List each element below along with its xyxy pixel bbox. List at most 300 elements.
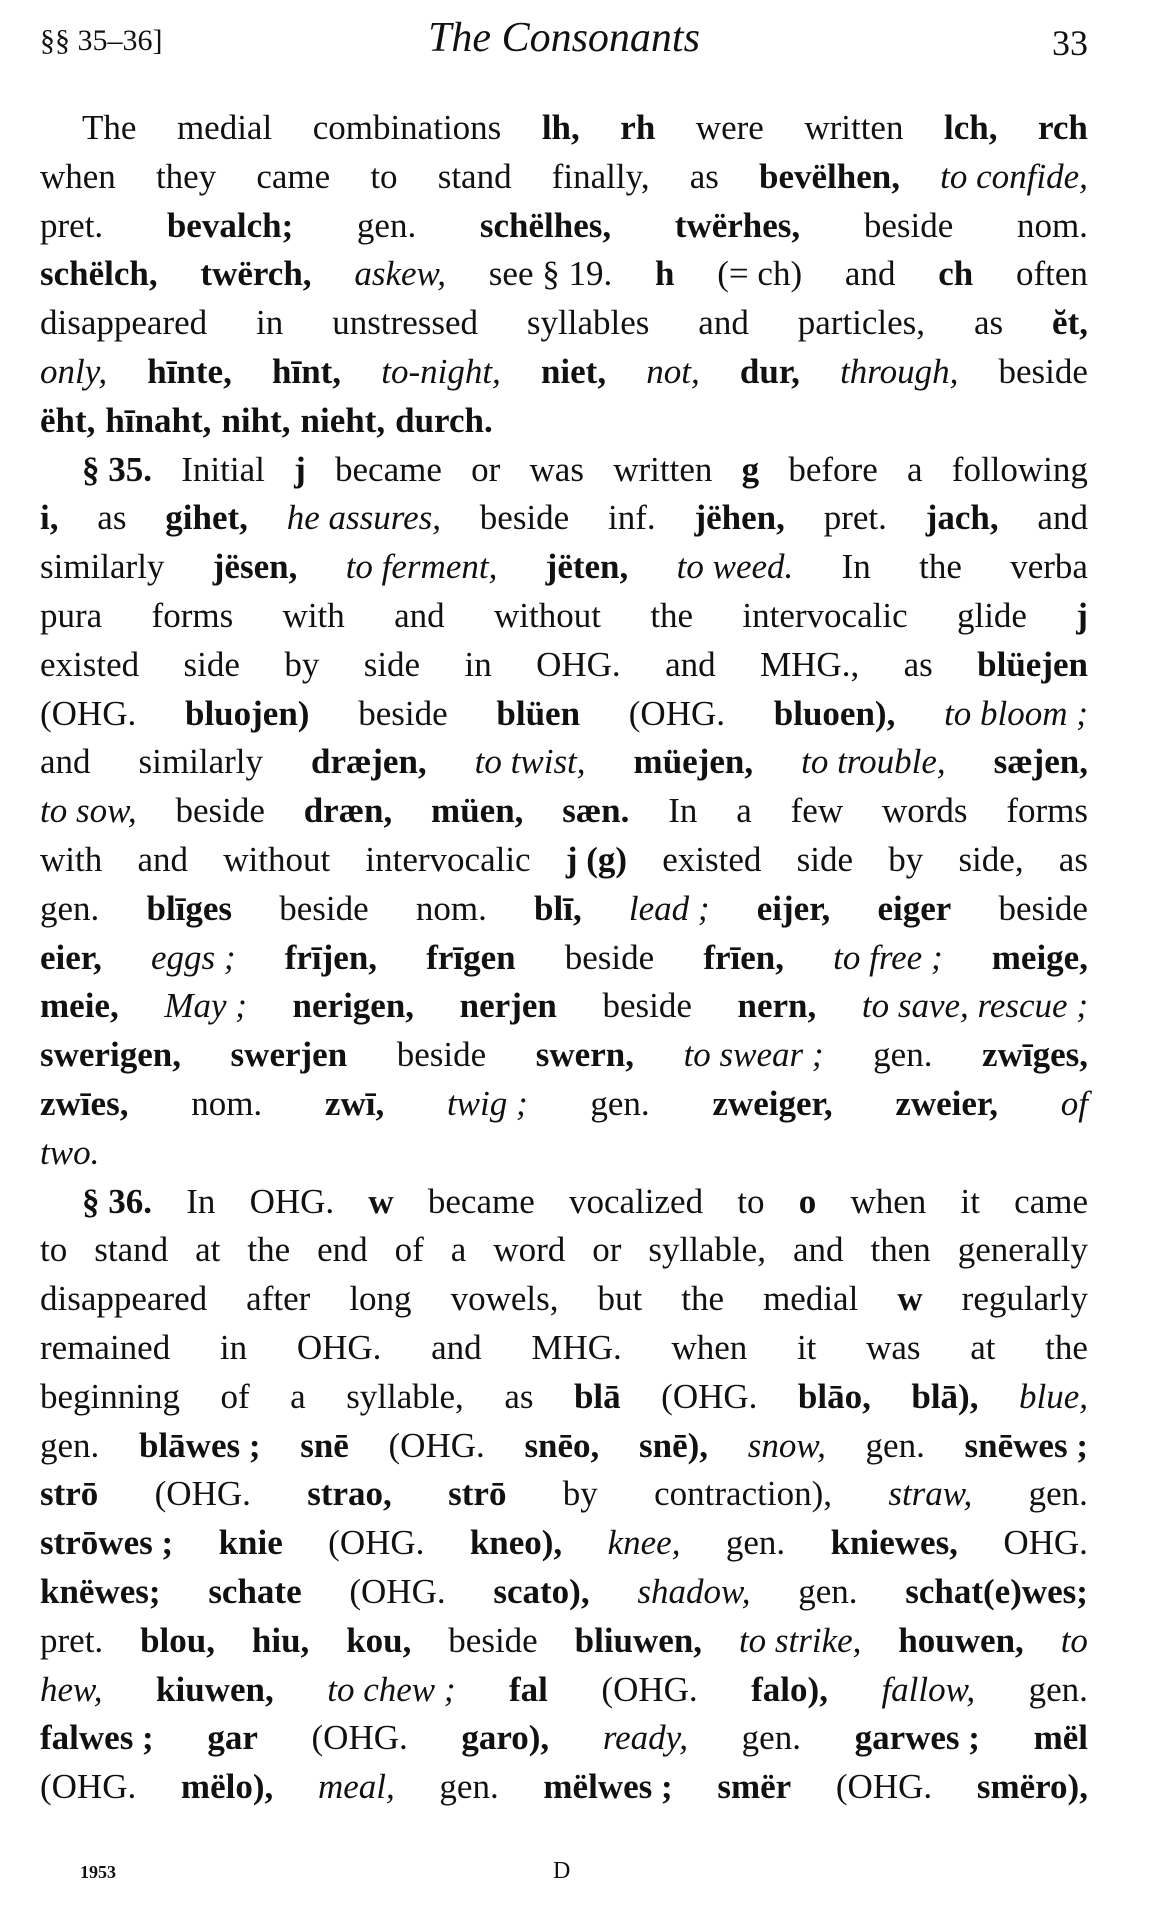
word: (OHG.	[601, 1669, 698, 1709]
text-line	[40, 446, 1088, 495]
bold-term: zwīes,	[40, 1083, 129, 1123]
word: or	[592, 1230, 622, 1270]
bold-term: ch	[938, 254, 974, 294]
word: by	[284, 644, 320, 684]
word: and	[665, 644, 716, 684]
word: intervocalic	[365, 839, 531, 879]
word: the	[681, 1279, 725, 1319]
word: when	[40, 156, 116, 196]
text-line	[40, 885, 1088, 934]
bold-term: smëro),	[976, 1767, 1088, 1807]
bold-term: smër	[717, 1767, 792, 1807]
text-line	[40, 1617, 1088, 1666]
word: (OHG.	[328, 1523, 425, 1563]
bold-term: niet,	[540, 351, 607, 391]
italic-gloss: to swear ;	[683, 1035, 824, 1075]
text-line	[40, 104, 1088, 153]
word: long	[349, 1279, 412, 1319]
word: side	[183, 644, 240, 684]
word: OHG.	[536, 644, 621, 684]
italic-gloss: blue,	[1018, 1376, 1088, 1416]
italic-gloss: hew,	[40, 1669, 103, 1709]
word: In	[668, 791, 698, 831]
word: verba	[1010, 547, 1088, 587]
word: following	[951, 449, 1088, 489]
word: side,	[958, 839, 1024, 879]
text-line	[40, 738, 1088, 787]
bold-term: snēwes ;	[964, 1425, 1088, 1465]
word: without	[494, 595, 601, 635]
italic-gloss: ready,	[602, 1718, 689, 1758]
word: forms	[151, 595, 234, 635]
word: of	[220, 1376, 250, 1416]
word: (OHG.	[40, 693, 137, 733]
word: as	[504, 1376, 534, 1416]
text-line	[40, 982, 1088, 1031]
bold-term: dur,	[739, 351, 800, 391]
word: and	[844, 254, 896, 294]
italic-gloss: to strike,	[738, 1620, 862, 1660]
italic-gloss: to confide,	[940, 156, 1088, 196]
word: unstressed	[332, 303, 478, 343]
bold-term: swerigen,	[40, 1035, 181, 1075]
text-line	[40, 543, 1088, 592]
bold-term: scato),	[493, 1571, 590, 1611]
italic-gloss: to twist,	[474, 742, 586, 782]
word: as	[689, 156, 719, 196]
word: similarly	[40, 547, 165, 587]
bold-term: durch.	[395, 400, 493, 440]
signature-mark: D	[553, 1858, 571, 1884]
italic-gloss: of	[1060, 1083, 1088, 1123]
bold-term: blī,	[534, 888, 582, 928]
italic-gloss: not,	[646, 351, 700, 391]
italic-gloss: knee,	[607, 1523, 681, 1563]
word: gen.	[865, 1425, 925, 1465]
word: when	[850, 1181, 927, 1221]
word: gen.	[741, 1718, 801, 1758]
bold-term: i,	[40, 498, 59, 538]
text-line	[40, 397, 1088, 446]
word: and	[394, 595, 445, 635]
word: In	[841, 547, 871, 587]
text-line	[40, 250, 1088, 299]
word: inf.	[608, 498, 656, 538]
bold-term: g	[741, 449, 760, 489]
word: was	[529, 449, 584, 489]
word: by	[888, 839, 924, 879]
bold-term: jëten,	[545, 547, 629, 587]
bold-term: twërhes,	[674, 205, 801, 245]
bold-term: nieht,	[300, 400, 386, 440]
text-line	[40, 1568, 1088, 1617]
bold-term: jëhen,	[694, 498, 785, 538]
italic-gloss: through,	[840, 351, 959, 391]
word: gen.	[439, 1767, 499, 1807]
word: with	[282, 595, 345, 635]
word: intervocalic	[742, 595, 908, 635]
bold-term: fal	[509, 1669, 548, 1709]
bold-term: blā	[573, 1376, 621, 1416]
word: beside	[863, 205, 954, 245]
bold-term: schëlch,	[40, 254, 158, 294]
word: of	[394, 1230, 424, 1270]
italic-gloss: snow,	[747, 1425, 826, 1465]
word: then	[870, 1230, 931, 1270]
word: Initial	[181, 449, 265, 489]
word: and	[792, 1230, 844, 1270]
bold-term: gihet,	[165, 498, 248, 538]
word: word	[493, 1230, 566, 1270]
word: but	[597, 1279, 643, 1319]
word: pura	[40, 595, 103, 635]
bold-term: mëlwes ;	[543, 1767, 673, 1807]
word: they	[155, 156, 217, 196]
word: The	[82, 108, 137, 147]
bold-term: ĕt,	[1052, 303, 1088, 343]
word: beside	[998, 351, 1088, 391]
word: finally,	[551, 156, 650, 196]
word: when	[671, 1327, 748, 1367]
word: stand	[437, 156, 512, 196]
bold-term: mël	[1033, 1718, 1088, 1758]
italic-gloss: shadow,	[637, 1571, 751, 1611]
bold-term: j	[1076, 595, 1088, 635]
word: syllable,	[346, 1376, 464, 1416]
bold-term: knie	[218, 1523, 283, 1563]
bold-term: falwes ;	[40, 1718, 154, 1758]
bold-term: lh,	[541, 108, 580, 147]
bold-term: müen,	[431, 791, 524, 831]
word: MHG.	[531, 1327, 622, 1367]
word: combinations	[312, 108, 502, 147]
italic-gloss: to chew ;	[327, 1669, 456, 1709]
word: beside	[448, 1620, 538, 1660]
word: in	[256, 303, 284, 343]
bold-term: j	[294, 449, 306, 489]
word: beside	[358, 693, 448, 733]
bold-term: strōwes ;	[40, 1523, 174, 1563]
text-line	[40, 836, 1088, 885]
text-line	[40, 1178, 1088, 1227]
text-line	[40, 1714, 1088, 1763]
word: to	[40, 1230, 68, 1270]
word: and	[1037, 498, 1088, 538]
italic-gloss: to bloom ;	[944, 693, 1088, 733]
word: a	[450, 1230, 467, 1270]
word: or	[471, 449, 501, 489]
bold-term: houwen,	[898, 1620, 1024, 1660]
word: gen.	[1028, 1474, 1088, 1514]
word: side	[363, 644, 421, 684]
bold-term: frīgen	[426, 937, 516, 977]
word: OHG.	[249, 1181, 335, 1221]
italic-gloss: to ferment,	[345, 547, 498, 587]
text-line	[40, 1324, 1088, 1373]
word: became	[427, 1181, 535, 1221]
word: nom.	[191, 1083, 263, 1123]
bold-term: müejen,	[633, 742, 754, 782]
bold-term: schate	[208, 1571, 302, 1611]
word: (OHG.	[154, 1474, 251, 1514]
text-line	[40, 1666, 1088, 1715]
bold-term: bevëlhen,	[759, 156, 900, 196]
word: in	[219, 1327, 248, 1367]
text-line	[40, 1129, 1088, 1178]
bold-term: hīnte,	[147, 351, 232, 391]
bold-term: garo),	[461, 1718, 550, 1758]
word: beside	[175, 791, 265, 831]
bold-term: zweier,	[895, 1083, 999, 1123]
bold-term: nern,	[737, 986, 817, 1026]
bold-term: falo),	[751, 1669, 828, 1709]
word: as	[97, 498, 127, 538]
word: (OHG.	[628, 693, 726, 733]
text-line	[40, 1031, 1088, 1080]
bold-term: blou,	[140, 1620, 215, 1660]
word: and	[698, 303, 749, 343]
bold-term: blüejen	[977, 644, 1088, 684]
word: gen.	[40, 1425, 100, 1465]
bold-term: zweiger,	[712, 1083, 833, 1123]
word: (OHG.	[661, 1376, 758, 1416]
word: particles,	[797, 303, 926, 343]
word: the	[1045, 1327, 1088, 1367]
italic-gloss: to save, rescue ;	[861, 986, 1088, 1026]
text-line	[40, 787, 1088, 836]
italic-gloss: to trouble,	[801, 742, 946, 782]
text-line	[40, 934, 1088, 983]
italic-gloss: twig ;	[446, 1083, 528, 1123]
word: and	[137, 839, 188, 879]
text-line	[40, 1080, 1088, 1129]
text-line	[40, 1519, 1088, 1568]
word: gen.	[356, 205, 417, 245]
word: and	[40, 742, 91, 782]
word: the	[247, 1230, 291, 1270]
bold-term: twërch,	[200, 254, 312, 294]
bold-term: bevalch;	[166, 205, 294, 245]
word: MHG.,	[760, 644, 860, 684]
bold-term: rch	[1037, 108, 1088, 147]
text-line	[40, 299, 1088, 348]
bold-term: dræn,	[303, 791, 393, 831]
word: nom.	[415, 888, 487, 928]
word: syllables	[526, 303, 650, 343]
word: OHG.	[296, 1327, 382, 1367]
word: often	[1016, 254, 1088, 294]
text-line	[40, 1422, 1088, 1471]
bold-term: j (g)	[565, 839, 628, 879]
italic-gloss: askew,	[354, 254, 447, 294]
word: medial	[763, 1279, 859, 1319]
bold-term: jësen,	[212, 547, 298, 587]
bold-term: snēo,	[524, 1425, 600, 1465]
body-text	[40, 104, 1088, 1812]
bold-term: rh	[620, 108, 656, 147]
bold-term: strō	[448, 1474, 507, 1514]
bold-term: bliuwen,	[574, 1620, 703, 1660]
bold-term: bluojen)	[184, 693, 310, 733]
bold-term: blāwes ;	[138, 1425, 261, 1465]
bold-term: blā),	[911, 1376, 979, 1416]
word: beside	[602, 986, 692, 1026]
word: after	[246, 1279, 311, 1319]
italic-gloss: to	[1060, 1620, 1088, 1660]
bold-term: jach,	[925, 498, 999, 538]
bold-term: frīen,	[703, 937, 784, 977]
word: by	[562, 1474, 598, 1514]
bold-term: bluoen),	[773, 693, 896, 733]
word: came	[1014, 1181, 1088, 1221]
text-line	[40, 202, 1088, 251]
word: (OHG.	[349, 1571, 446, 1611]
bold-term: § 35.	[82, 449, 152, 489]
bold-term: schëlhes,	[479, 205, 612, 245]
word: beside	[998, 888, 1088, 928]
bold-term: blāo,	[797, 1376, 871, 1416]
word: syllable,	[648, 1230, 766, 1270]
italic-gloss: to free ;	[833, 937, 943, 977]
word: beside	[479, 498, 570, 538]
running-header	[40, 14, 1088, 64]
word: similarly	[138, 742, 263, 782]
bold-term: swern,	[535, 1035, 634, 1075]
word: at	[195, 1230, 221, 1270]
bold-term: o	[798, 1181, 817, 1221]
word: gen.	[873, 1035, 933, 1075]
word: (OHG.	[40, 1767, 137, 1807]
section-range: §§ 35–36]	[40, 24, 163, 57]
word: was	[866, 1327, 921, 1367]
word: beside	[279, 888, 369, 928]
italic-gloss: May ;	[164, 986, 247, 1026]
word: remained	[40, 1327, 171, 1367]
word: contraction),	[654, 1474, 832, 1514]
word: disappeared	[40, 1279, 208, 1319]
text-line	[40, 690, 1088, 739]
bold-term: schat(e)wes;	[905, 1571, 1088, 1611]
word: pret.	[823, 498, 887, 538]
word: in	[464, 644, 492, 684]
word: to	[737, 1181, 765, 1221]
bold-term: kneo),	[469, 1523, 563, 1563]
word: side	[796, 839, 853, 879]
bold-term: swerjen	[230, 1035, 348, 1075]
bold-term: strō	[40, 1474, 99, 1514]
word: a	[290, 1376, 306, 1416]
bold-term: § 36.	[82, 1181, 152, 1221]
text-line	[40, 1763, 1088, 1812]
bold-term: lch,	[943, 108, 998, 147]
word: gen.	[798, 1571, 858, 1611]
word: OHG.	[1003, 1523, 1088, 1563]
word: existed	[40, 644, 140, 684]
word: beginning	[40, 1376, 180, 1416]
word: gen.	[590, 1083, 650, 1123]
bold-term: zwī,	[324, 1083, 385, 1123]
page-number: 33	[1052, 23, 1088, 63]
bold-term: kniewes,	[830, 1523, 958, 1563]
italic-gloss: two.	[40, 1132, 100, 1172]
word: existed	[662, 839, 762, 879]
word: as	[903, 644, 933, 684]
word: vowels,	[450, 1279, 559, 1319]
word: the	[650, 595, 694, 635]
word: nom.	[1016, 205, 1088, 245]
bold-term: sæjen,	[993, 742, 1088, 782]
bold-term: w	[897, 1279, 923, 1319]
word: as	[973, 303, 1004, 343]
text-line	[40, 1226, 1088, 1275]
bold-term: dræjen,	[310, 742, 427, 782]
word: a	[907, 449, 923, 489]
word: few	[790, 791, 844, 831]
italic-gloss: to sow,	[40, 791, 137, 831]
bold-term: blüen	[496, 693, 581, 733]
word: to	[370, 156, 398, 196]
printer-signature-number: 1953	[80, 1862, 116, 1882]
word: words	[881, 791, 968, 831]
bold-term: eier,	[40, 937, 102, 977]
text-line	[40, 1470, 1088, 1519]
bold-term: garwes ;	[854, 1718, 980, 1758]
word: it	[796, 1327, 817, 1367]
bold-term: ëht,	[40, 400, 96, 440]
bold-term: h	[655, 254, 675, 294]
word: stand	[94, 1230, 169, 1270]
italic-gloss: he assures,	[286, 498, 441, 538]
word: at	[970, 1327, 996, 1367]
page-title: The Consonants	[428, 15, 700, 61]
bold-term: eiger	[877, 888, 952, 928]
text-line	[40, 1373, 1088, 1422]
word: gen.	[725, 1523, 786, 1563]
word: came	[256, 156, 331, 196]
italic-gloss: only,	[40, 351, 108, 391]
word: glide	[956, 595, 1027, 635]
text-line	[40, 592, 1088, 641]
word: end	[317, 1230, 368, 1270]
word: as	[1058, 839, 1088, 879]
bold-term: frījen,	[284, 937, 378, 977]
bold-term: zwīges,	[982, 1035, 1088, 1075]
word: beside	[564, 937, 655, 977]
italic-gloss: lead ;	[628, 888, 710, 928]
word: medial	[176, 108, 273, 147]
text-line	[40, 494, 1088, 543]
text-line	[40, 641, 1088, 690]
italic-gloss: to weed.	[676, 547, 794, 587]
text-line	[40, 153, 1088, 202]
bold-term: hīnt,	[272, 351, 342, 391]
text-line	[40, 348, 1088, 397]
word: see § 19.	[488, 254, 613, 294]
italic-gloss: fallow,	[881, 1669, 976, 1709]
bold-term: niht,	[221, 400, 291, 440]
word: a	[736, 791, 752, 831]
word: gen.	[1028, 1669, 1088, 1709]
bold-term: snē	[300, 1425, 349, 1465]
word: before	[788, 449, 878, 489]
bold-term: hiu,	[251, 1620, 310, 1660]
word: (= ch)	[717, 254, 803, 294]
word: gen.	[40, 888, 100, 928]
bold-term: kiuwen,	[156, 1669, 274, 1709]
bold-term: nerjen	[459, 986, 557, 1026]
bold-term: knëwes;	[40, 1571, 161, 1611]
bold-term: eijer,	[756, 888, 831, 928]
